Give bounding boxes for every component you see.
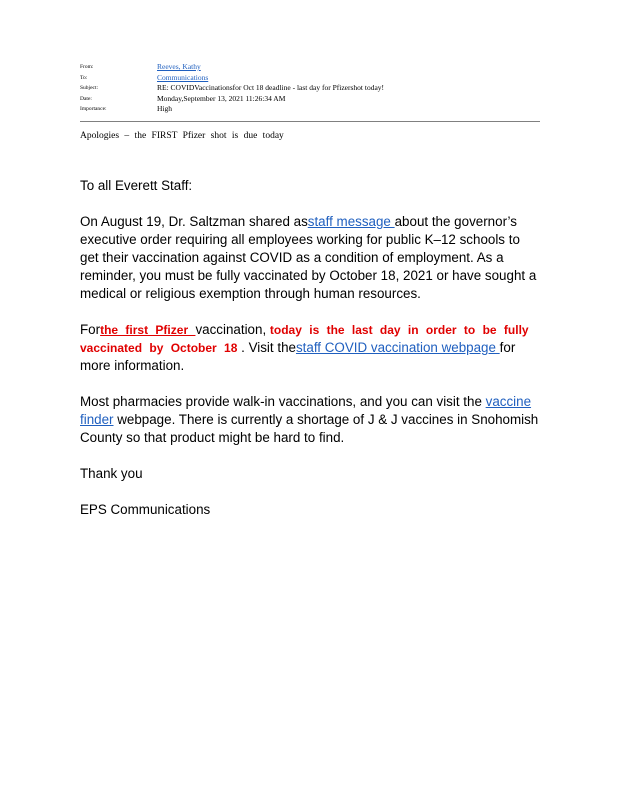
p2-text-after: for more information.	[80, 340, 516, 373]
header-to-row	[80, 73, 540, 84]
paragraph-pfizer-deadline	[80, 321, 540, 375]
from-label: From:	[80, 64, 94, 70]
p2-vaccination-text: vaccination,	[195, 322, 270, 337]
greeting: To all Everett Staff:	[80, 178, 193, 193]
header-date-row	[80, 94, 540, 105]
header-divider	[80, 121, 540, 122]
paragraph-executive-order	[80, 213, 540, 303]
importance-value: High	[157, 104, 172, 114]
p2-visit-text: . Visit the	[237, 340, 296, 355]
p1-text-before: On August 19, Dr. Saltzman shared as	[80, 214, 308, 229]
paragraph-pharmacies	[80, 393, 540, 447]
email-header	[80, 62, 540, 115]
date-value: Monday,September 13, 2021 11:26:34 AM	[157, 93, 286, 103]
p1-text-after: about the governor’s executive order requiring all employees working for public K–12 schools to get their vaccination against COVID as a condition of employment. As a reminder, you must be fully vaccinated by October 18, 2021 or have sought a medical or religious exemption through human resources.	[80, 214, 537, 301]
header-importance-row	[80, 104, 540, 115]
vaccine-finder-link[interactable]: vaccine finder	[80, 394, 532, 427]
header-from-row	[80, 62, 540, 73]
p3-text-after: webpage. There is currently a shortage of J & J vaccines in Snohomish County so that product might be hard to find.	[80, 412, 539, 445]
to-value-link[interactable]: Communications	[157, 72, 209, 82]
signature: EPS Communications	[80, 502, 211, 517]
p2-for-text: For	[80, 322, 101, 337]
subject-label: Subject:	[80, 85, 99, 92]
header-subject-row	[80, 83, 540, 94]
first-pfizer-link[interactable]: the first Pfizer	[100, 323, 196, 337]
to-label: To:	[80, 74, 88, 81]
apology-line: Apologies – the FIRST Pfizer shot is due today	[80, 131, 284, 141]
p3-text-before: Most pharmacies provide walk-in vaccinations, and you can visit the	[80, 394, 486, 409]
thank-you: Thank you	[80, 466, 143, 481]
date-label: Date:	[80, 95, 92, 102]
staff-covid-vaccination-webpage-link[interactable]: staff COVID vaccination webpage	[295, 340, 500, 355]
from-value-link[interactable]: Reeves, Kathy	[157, 62, 201, 71]
importance-label: Importance:	[80, 106, 107, 113]
subject-value: RE: COVIDVaccinationsfor Oct 18 deadline - last day for Pfizershot today!	[157, 83, 385, 93]
email-body	[80, 177, 540, 537]
staff-message-link[interactable]: staff message	[307, 214, 395, 229]
deadline-emphasis: today is the last day in order to be fully vaccinated by October 18	[80, 323, 529, 355]
